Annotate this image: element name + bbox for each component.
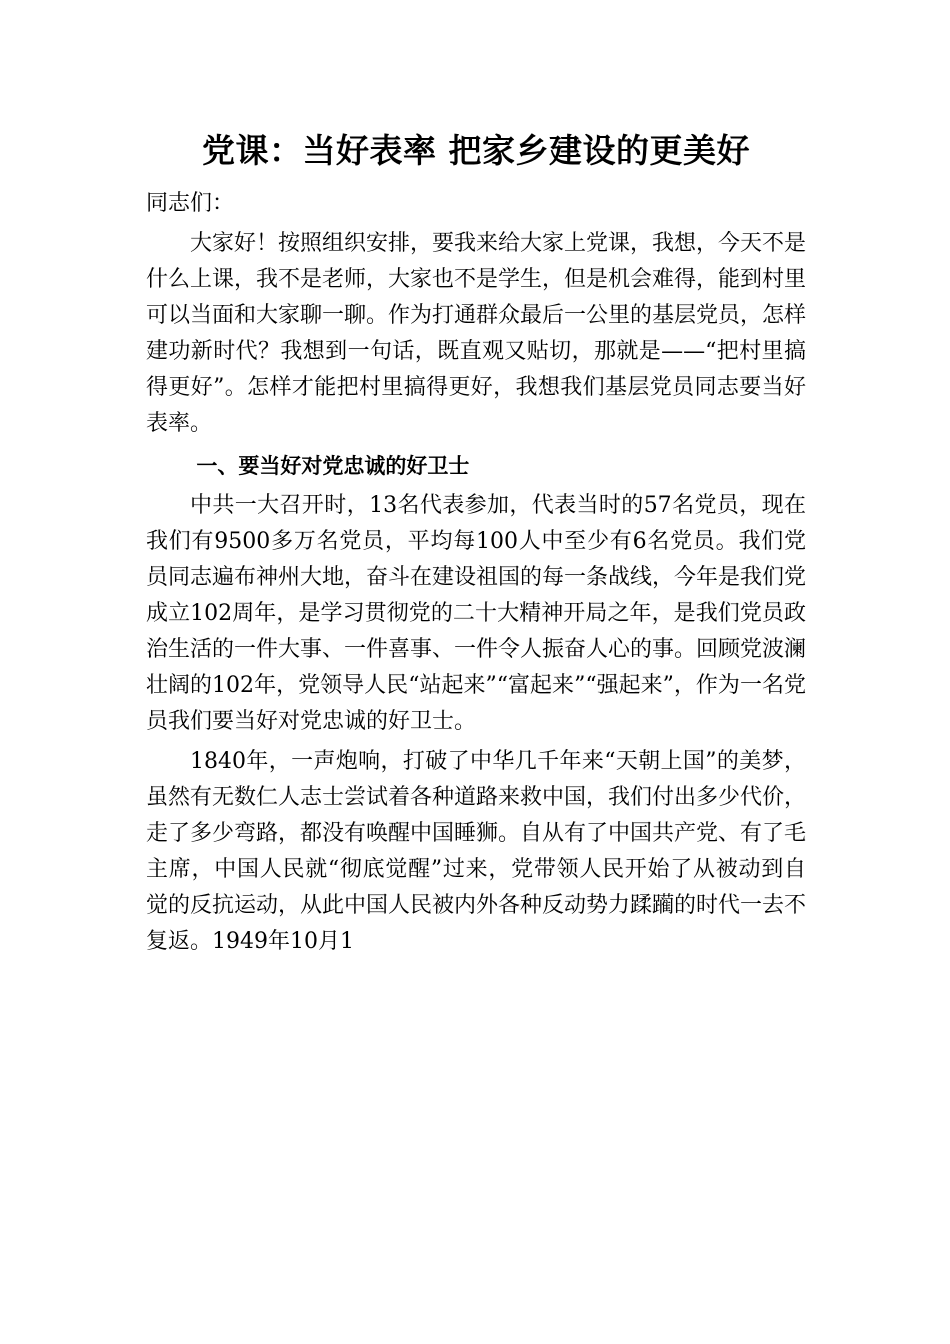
document-title: 党课：当好表率 把家乡建设的更美好 — [202, 131, 750, 170]
section-heading-1: 一、要当好对党忠诚的好卫士 — [196, 454, 470, 478]
salutation: 同志们： — [146, 191, 235, 216]
section-1-paragraph-1: 中共一大召开时，13名代表参加，代表当时的57名党员，现在我们有9500多万名党员，平均每100人中至少有6名党员。我们党员同志遍布神州大地，奋斗在建设祖国的每一条战线，今年是我们党成立102周年，是学习贯彻党的二十大精神开局之年，是我们党员政治生活的一件大事、一件喜事、一件令人振奋人心的事。回顾党波澜壮阔的102年，党领导人民“站起来”“富起来”“强起来”，作为一名党员我们要当好对党忠诚的好卫士。 — [146, 493, 807, 734]
section-1-paragraph-2: 1840年，一声炮响，打破了中华几千年来“天朝上国”的美梦，虽然有无数仁人志士尝试着各种道路来救中国，我们付出多少代价，走了多少弯路，都没有唤醒中国睡狮。自从有了中国共产党、有了毛主席，中国人民就“彻底觉醒”过来，党带领人民开始了从被动到自觉的反抗运动，从此中国人民被内外各种反动势力蹂躏的时代一去不复返。1949年10月1 — [146, 749, 807, 954]
intro-paragraph: 大家好！按照组织安排，要我来给大家上党课，我想，今天不是什么上课，我不是老师，大家也不是学生，但是机会难得，能到村里可以当面和大家聊一聊。作为打通群众最后一公里的基层党员，怎样建功新时代？我想到一句话，既直观又贴切，那就是——“把村里搞得更好”。怎样才能把村里搞得更好，我想我们基层党员同志要当好表率。 — [146, 231, 807, 436]
document-body — [146, 126, 806, 960]
